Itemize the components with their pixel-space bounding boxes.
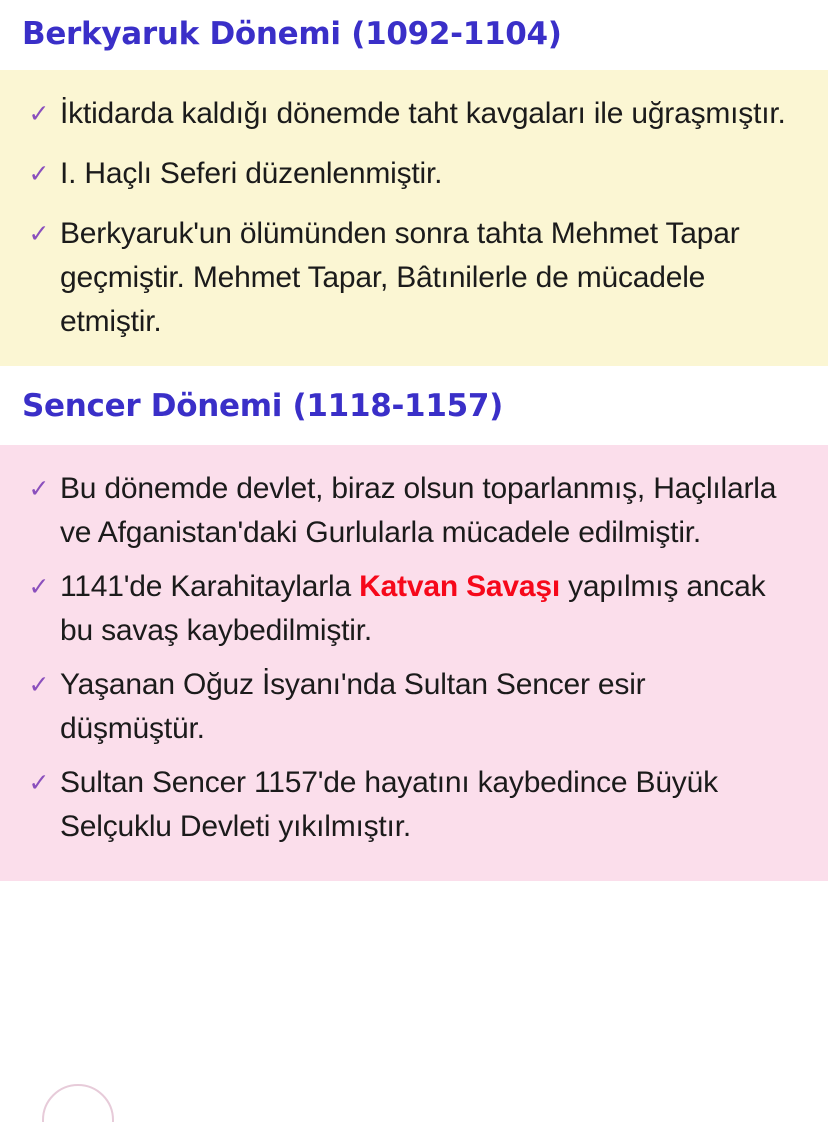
bullet-text: Bu dönemde devlet, biraz olsun toparlanmış, Haçlılarla ve Afganistan'daki Gurlularla mücadele edilmiştir. — [60, 472, 777, 550]
bullet-text: I. Haçlı Seferi düzenlenmiştir. — [60, 157, 443, 191]
check-icon: ✓ — [28, 219, 50, 249]
list-item — [18, 92, 810, 136]
section-card-sencer — [0, 445, 828, 881]
list-item — [18, 467, 810, 555]
bullet-text-highlighted — [60, 565, 810, 653]
check-icon: ✓ — [28, 670, 50, 700]
section-card-berkyaruk — [0, 70, 828, 366]
bullet-text-prefix: 1141'de Karahitaylarla — [60, 570, 360, 604]
check-icon: ✓ — [28, 474, 50, 504]
list-item — [18, 761, 810, 849]
bullet-text: Sultan Sencer 1157'de hayatını kaybedince Büyük Selçuklu Devleti yıkılmıştır. — [60, 766, 718, 844]
bullet-text: Yaşanan Oğuz İsyanı'nda Sultan Sencer esir düşmüştür. — [60, 668, 646, 746]
bullet-text: İktidarda kaldığı dönemde taht kavgaları ile uğraşmıştır. — [60, 97, 786, 131]
list-item — [18, 565, 810, 653]
decorative-arc — [42, 1084, 114, 1122]
check-icon: ✓ — [28, 99, 50, 129]
list-item — [18, 152, 810, 196]
list-item — [18, 212, 810, 344]
section-heading-berkyaruk: Berkyaruk Dönemi (1092-1104) — [22, 16, 562, 52]
list-item — [18, 663, 810, 751]
check-icon: ✓ — [28, 572, 50, 602]
check-icon: ✓ — [28, 159, 50, 189]
section-heading-sencer: Sencer Dönemi (1118-1157) — [22, 388, 504, 425]
bullet-list-berkyaruk — [18, 92, 810, 344]
bullet-list-sencer — [18, 467, 810, 849]
check-icon: ✓ — [28, 768, 50, 798]
bullet-text-highlight: Katvan Savaşı — [359, 570, 560, 604]
bullet-text-suffix: yapılmış ancak bu savaş kaybedilmiştir. — [60, 570, 766, 648]
bullet-text: Berkyaruk'un ölümünden sonra tahta Mehmet Tapar geçmiştir. Mehmet Tapar, Bâtınilerle de mücadele etmiştir. — [60, 217, 740, 339]
